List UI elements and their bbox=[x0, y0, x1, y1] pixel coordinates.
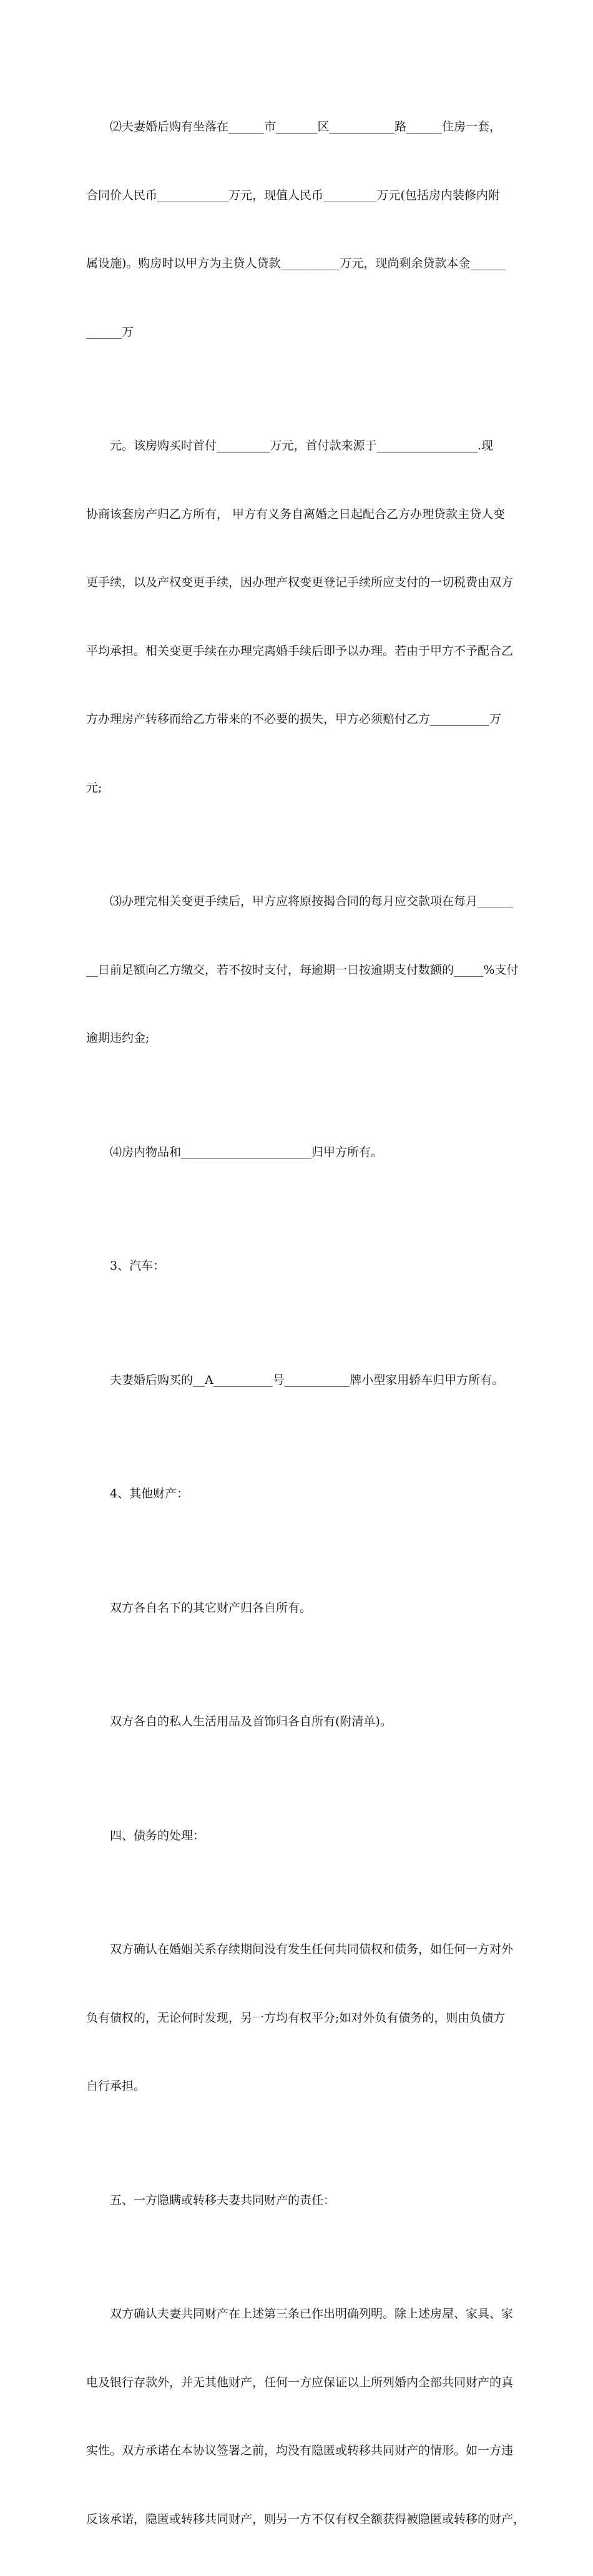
text-line: 4、其他财产： bbox=[110, 1487, 189, 1501]
text-line: 反该承诺，隐匿或转移共同财产，则另一方不仅有权全额获得被隐匿或转移的财产， bbox=[86, 2512, 526, 2526]
paragraph-house-purchase bbox=[86, 70, 517, 389]
text-line: 平均承担。相关变更手续在办理完离婚手续后即予以办理。若由于甲方不予配合乙 bbox=[86, 644, 514, 658]
paragraph-concealment-liability bbox=[86, 2257, 526, 2576]
text-line: ⑷房内物品和______________________归甲方所有。 bbox=[110, 1145, 383, 1159]
text-line: 3、汽车： bbox=[110, 1259, 165, 1273]
paragraph-car bbox=[86, 1323, 517, 1437]
text-line: 负有债权的，无论何时发现，另一方均有权平分;如对外负有债务的，则由负债方 bbox=[86, 2010, 506, 2025]
heading-car bbox=[86, 1209, 517, 1323]
text-line: 协商该套房产归乙方所有， 甲方有义务自离婚之日起配合乙方办理贷款主贷人变 bbox=[86, 507, 506, 521]
text-line: 夫妻婚后购买的__A__________号___________牌小型家用轿车归甲方所有。 bbox=[110, 1373, 504, 1387]
text-line: 电及银行存款外，并无其他财产，任何一方应保证以上所列婚内全部共同财产的真 bbox=[86, 2375, 514, 2389]
text-line: ⑵夫妻婚后购有坐落在______市_______区___________路______住房一套， bbox=[110, 120, 502, 134]
text-line: ______万 bbox=[86, 325, 134, 339]
text-line: 自行承担。 bbox=[86, 2079, 146, 2093]
heading-debts bbox=[86, 1779, 517, 1893]
text-line: 元。该房购买时首付_________万元，首付款来源于_________________.现 bbox=[110, 439, 494, 453]
text-line: 实性。双方承诺在本协议签署之前，均没有隐匿或转移共同财产的情形。如一方违 bbox=[86, 2444, 514, 2457]
text-line: 元; bbox=[86, 780, 102, 795]
text-line: 双方确认在婚姻关系存续期间没有发生任何共同债权和债务，如任何一方对外 bbox=[110, 1942, 514, 1956]
paragraph-mortgage-payment bbox=[86, 845, 517, 1095]
heading-concealment-liability bbox=[86, 2143, 517, 2258]
heading-other-property bbox=[86, 1437, 517, 1551]
text-line: 逾期违约金; bbox=[86, 1031, 150, 1045]
text-line: 双方各自名下的其它财产归各自所有。 bbox=[110, 1600, 312, 1615]
text-line: 更手续，以及产权变更手续，因办理产权变更登记手续所应支付的一切税费由双方 bbox=[86, 575, 514, 589]
text-line: 四、债务的处理： bbox=[110, 1828, 205, 1843]
text-line: 方办理房产转移而给乙方带来的不必要的损失，甲方必须赔付乙方__________万 bbox=[86, 712, 502, 726]
text-line: __日前足额向乙方缴交，若不按时支付，每逾期一日按逾期支付数额的_____%支付 bbox=[86, 962, 519, 977]
text-line: 双方各自的私人生活用品及首饰归各自所有(附清单)。 bbox=[110, 1715, 392, 1728]
text-line: 合同价人民币____________万元，现值人民币_________万元(包括房内装修内附 bbox=[86, 188, 500, 202]
text-line: 双方确认夫妻共同财产在上述第三条已作出明确列明。除上述房屋、家具、家 bbox=[110, 2307, 514, 2321]
paragraph-personal-items bbox=[86, 1665, 517, 1779]
paragraph-down-payment bbox=[86, 389, 517, 845]
paragraph-other-property bbox=[86, 1551, 517, 1665]
paragraph-household-items bbox=[86, 1095, 517, 1210]
text-line: ⑶办理完相关变更手续后，甲方应将原按揭合同的每月应交款项在每月______ bbox=[110, 894, 514, 908]
paragraph-debts bbox=[86, 1893, 517, 2143]
text-line: 五、一方隐瞒或转移夫妻共同财产的责任： bbox=[110, 2193, 336, 2207]
document-body bbox=[86, 70, 526, 2576]
text-line: 属设施)。购房时以甲方为主贷人贷款__________万元，现尚剩余贷款本金______ bbox=[86, 257, 506, 270]
